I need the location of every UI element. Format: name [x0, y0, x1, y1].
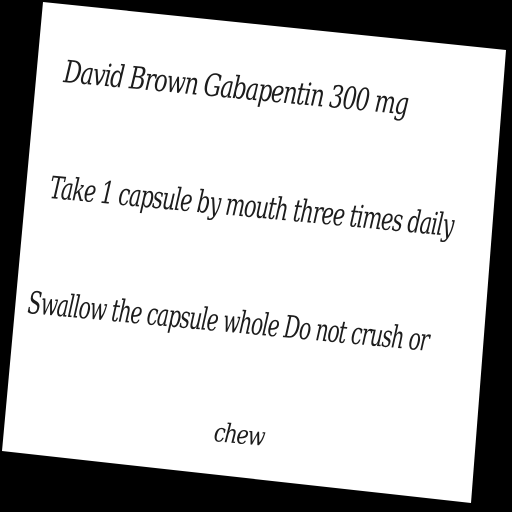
handwritten-line-instruction: Swallow the capsule whole Do not crush or — [26, 285, 431, 359]
handwritten-line-instruction-end: chew — [212, 418, 266, 453]
handwritten-line-dosage: Take 1 capsule by mouth three times daily — [48, 170, 455, 245]
handwritten-line-patient-drug: David Brown Gabapentin 300 mg — [62, 54, 410, 123]
